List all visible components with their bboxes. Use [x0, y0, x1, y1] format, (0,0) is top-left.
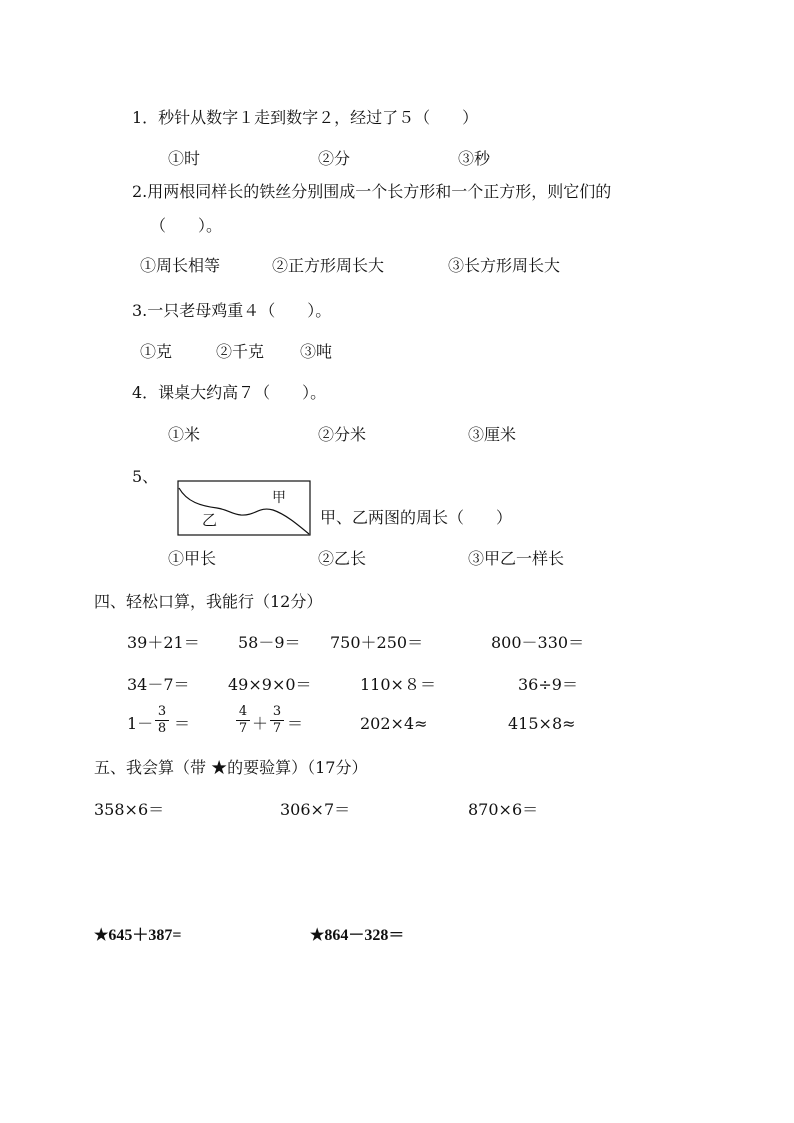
fraction-four-sevenths [236, 705, 250, 736]
fraction-denominator: 7 [272, 721, 282, 736]
written-calc-item: 870×6＝ [468, 800, 539, 819]
fraction-numerator: 3 [157, 704, 167, 719]
oral-calc-item: 36÷9＝ [518, 675, 578, 694]
question-2-option-c: ③长方形周长大 [448, 256, 561, 275]
question-2-option-a: ①周长相等 [140, 256, 221, 275]
question-1-stem: 1．秒针从数字１走到数字２，经过了５（ ） [132, 108, 479, 127]
question-5-option-c: ③甲乙一样长 [468, 549, 565, 568]
question-3-option-c: ③吨 [300, 342, 333, 361]
fraction-denominator: 8 [157, 721, 167, 736]
oral-calc-item: 750＋250＝ [330, 633, 424, 652]
question-2-stem-continued: （ ）。 [150, 216, 223, 235]
verify-calc-item: ★864－328＝ [310, 927, 405, 944]
figure-label-jia: 甲 [272, 490, 286, 506]
question-4-stem: 4．课桌大约高７（ ）。 [132, 383, 327, 402]
section-4-title: 四、轻松口算，我能行（12分） [94, 592, 323, 611]
question-3-option-b: ②千克 [216, 342, 265, 361]
question-3-option-a: ①克 [140, 342, 173, 361]
fraction-numerator: 3 [272, 704, 282, 719]
fraction-plus-sign: ＋ [252, 714, 269, 733]
question-4-option-a: ①米 [168, 425, 201, 444]
oral-calc-item: 110×８＝ [360, 675, 436, 694]
question-1-option-c: ③秒 [458, 149, 491, 168]
oral-calc-item: 800－330＝ [491, 633, 585, 652]
question-4-option-b: ②分米 [318, 425, 367, 444]
question-4-option-c: ③厘米 [468, 425, 517, 444]
question-5-number: 5、 [132, 467, 159, 486]
question-2-stem: 2.用两根同样长的铁丝分别围成一个长方形和一个正方形，则它们的 [132, 182, 612, 201]
fraction-denominator: 7 [238, 721, 248, 736]
figure-label-yi: 乙 [202, 511, 218, 529]
perimeter-figure [177, 480, 311, 536]
question-2-option-b: ②正方形周长大 [272, 256, 385, 275]
oral-calc-item: 49×9×0＝ [228, 675, 312, 694]
oral-calc-item: 58－9＝ [238, 633, 301, 652]
fraction-three-sevenths [270, 705, 284, 736]
fraction-calc-prefix: 1－ [127, 714, 154, 733]
estimate-item: 202×4≈ [360, 714, 428, 733]
fraction-sum-equals: ＝ [287, 714, 304, 733]
written-calc-item: 306×7＝ [280, 800, 351, 819]
fraction-numerator: 4 [238, 704, 248, 719]
oral-calc-item: 39＋21＝ [127, 633, 200, 652]
oral-calc-item: 34－7＝ [127, 675, 190, 694]
fraction-calc-equals: ＝ [174, 714, 191, 733]
section-5-title: 五、我会算（带 ★的要验算）（17分） [94, 758, 368, 777]
question-5-stem: 甲、乙两图的周长（ ） [320, 508, 513, 527]
question-3-stem: 3.一只老母鸡重４（ ）。 [132, 301, 332, 320]
question-5-option-b: ②乙长 [318, 549, 367, 568]
verify-calc-item: ★645＋387= [94, 927, 182, 944]
question-1-option-b: ②分 [318, 149, 351, 168]
written-calc-item: 358×6＝ [94, 800, 165, 819]
fraction-three-eighths [155, 705, 169, 736]
question-1-option-a: ①时 [168, 149, 201, 168]
estimate-item: 415×8≈ [508, 714, 576, 733]
question-5-option-a: ①甲长 [168, 549, 217, 568]
